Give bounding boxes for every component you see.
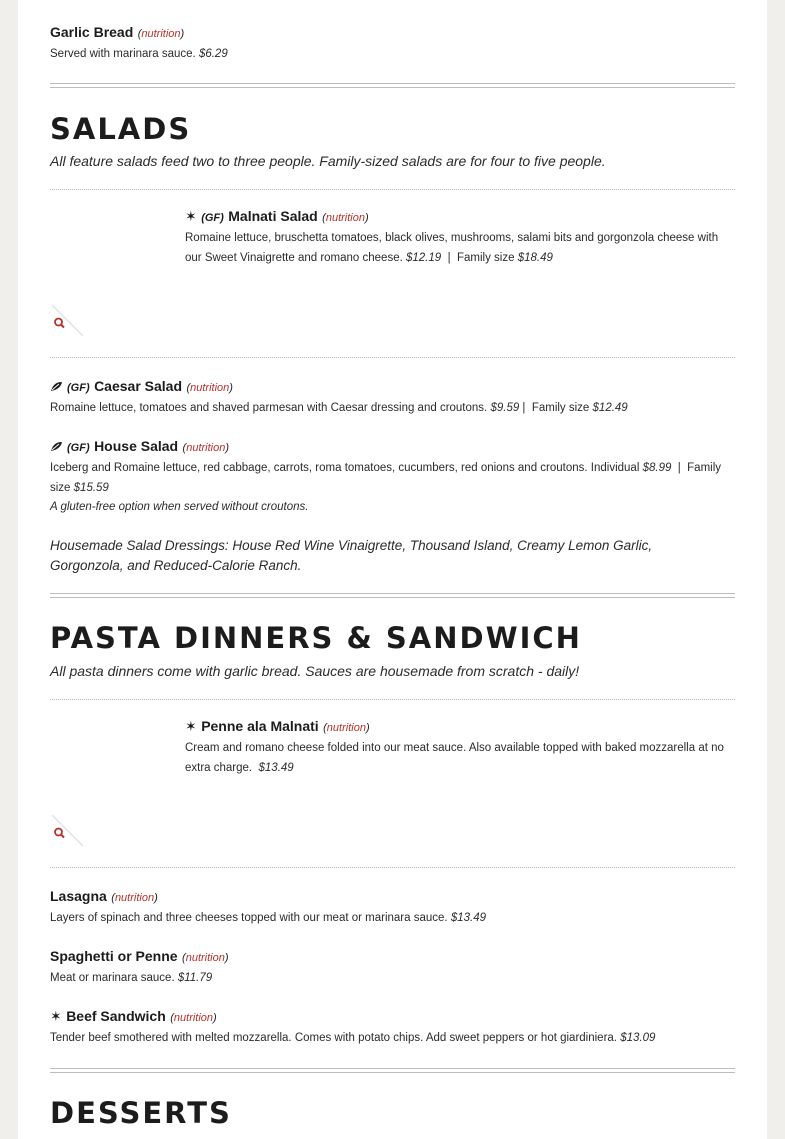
- star-icon: ✶: [50, 1008, 62, 1024]
- item-price: $9.59: [490, 402, 520, 414]
- section-title-pasta: PASTA DINNERS & SANDWICH: [50, 621, 582, 655]
- family-price: $12.49: [592, 402, 628, 414]
- item-price: $13.49: [258, 762, 294, 774]
- item-name: Garlic Bread: [50, 24, 134, 40]
- menu-item-garlic-bread: [50, 24, 184, 42]
- menu-item-penne-ala-malnati: [185, 718, 370, 736]
- section-title-salads: SALADS: [50, 112, 192, 146]
- magnifier-icon[interactable]: [50, 813, 84, 852]
- item-description: Tender beef smothered with melted mozzarella. Comes with potato chips. Add sweet peppers or hot giardiniera. $13.09: [50, 1032, 656, 1044]
- item-description: Cream and romano cheese folded into our meat sauce. Also available topped with baked mozzarella at no extra charge. $13.49: [185, 742, 724, 774]
- menu-item-caesar-salad: [50, 378, 233, 396]
- gluten-free-tag: (GF): [67, 442, 90, 454]
- leaf-icon: [50, 381, 63, 392]
- magnifier-icon[interactable]: [50, 303, 84, 342]
- nutrition-link[interactable]: (nutrition): [182, 952, 229, 964]
- salad-dressings: Housemade Salad Dressings: House Red Wine Vinaigrette, Thousand Island, Creamy Lemon Garlic, Gorgonzola, and Reduced-Calorie Ranch.: [50, 538, 653, 573]
- nutrition-link[interactable]: (nutrition): [111, 892, 158, 904]
- item-price: $13.49: [450, 912, 487, 924]
- item-price: $13.09: [620, 1032, 656, 1044]
- nutrition-link[interactable]: (nutrition): [323, 722, 370, 734]
- item-price: $8.99: [642, 462, 672, 474]
- star-icon: ✶: [185, 718, 197, 734]
- item-name: Malnati Salad: [228, 208, 318, 224]
- item-name: Lasagna: [50, 888, 107, 904]
- item-price: $6.29: [198, 48, 228, 60]
- item-price: $11.79: [177, 972, 213, 984]
- item-description: Romaine lettuce, tomatoes and shaved parmesan with Caesar dressing and croutons. $9.59 | Family size $12.49: [50, 402, 628, 414]
- dotted-divider: [50, 189, 735, 190]
- menu-item-house-salad: [50, 438, 229, 456]
- nutrition-link[interactable]: (nutrition): [170, 1012, 217, 1024]
- section-divider: [50, 593, 735, 598]
- menu-item-lasagna: [50, 888, 158, 906]
- nutrition-link[interactable]: (nutrition): [322, 212, 369, 224]
- section-divider: [50, 1068, 735, 1073]
- nutrition-link[interactable]: (nutrition): [137, 28, 185, 40]
- family-price: $18.49: [517, 252, 553, 264]
- item-description: Layers of spinach and three cheeses topped with our meat or marinara sauce. $13.49: [50, 912, 487, 924]
- section-title-desserts: DESSERTS: [50, 1096, 232, 1130]
- dotted-divider: [50, 867, 735, 868]
- family-price: $15.59: [73, 482, 109, 494]
- nutrition-link[interactable]: (nutrition): [186, 382, 233, 394]
- item-description: Romaine lettuce, bruschetta tomatoes, black olives, mushrooms, salami bits and gorgonzola cheese with our Sweet Vinaigrette and romano cheese. $12.19 | Family size $18.49: [185, 232, 719, 264]
- section-divider: [50, 83, 735, 88]
- item-price: $12.19: [406, 252, 442, 264]
- leaf-icon: [50, 441, 63, 452]
- item-description: Meat or marinara sauce. $11.79: [50, 972, 213, 984]
- gluten-free-tag: (GF): [201, 212, 224, 224]
- dotted-divider: [50, 699, 735, 700]
- item-description: Served with marinara sauce. $6.29: [50, 48, 228, 60]
- dotted-divider: [50, 357, 735, 358]
- item-name: House Salad: [94, 438, 179, 454]
- menu-item-beef-sandwich: [50, 1008, 217, 1026]
- item-name: Caesar Salad: [94, 378, 183, 394]
- nutrition-link[interactable]: (nutrition): [182, 442, 230, 454]
- item-name: Beef Sandwich: [66, 1008, 166, 1024]
- menu-item-spaghetti-or-penne: [50, 948, 229, 966]
- item-description: Iceberg and Romaine lettuce, red cabbage, carrots, roma tomatoes, cucumbers, red onions and croutons. Individual $8.99 | Family size $15.59: [50, 462, 722, 494]
- item-name: Penne ala Malnati: [201, 718, 319, 734]
- gluten-free-tag: (GF): [67, 382, 90, 394]
- item-note: A gluten-free option when served without croutons.: [50, 501, 309, 513]
- section-subtitle: All feature salads feed two to three people. Family-sized salads are for four to five people.: [50, 153, 606, 169]
- item-name: Spaghetti or Penne: [50, 948, 178, 964]
- star-icon: ✶: [185, 208, 197, 224]
- section-subtitle: All pasta dinners come with garlic bread. Sauces are housemade from scratch - daily!: [50, 663, 580, 679]
- menu-item-malnati-salad: [185, 208, 369, 226]
